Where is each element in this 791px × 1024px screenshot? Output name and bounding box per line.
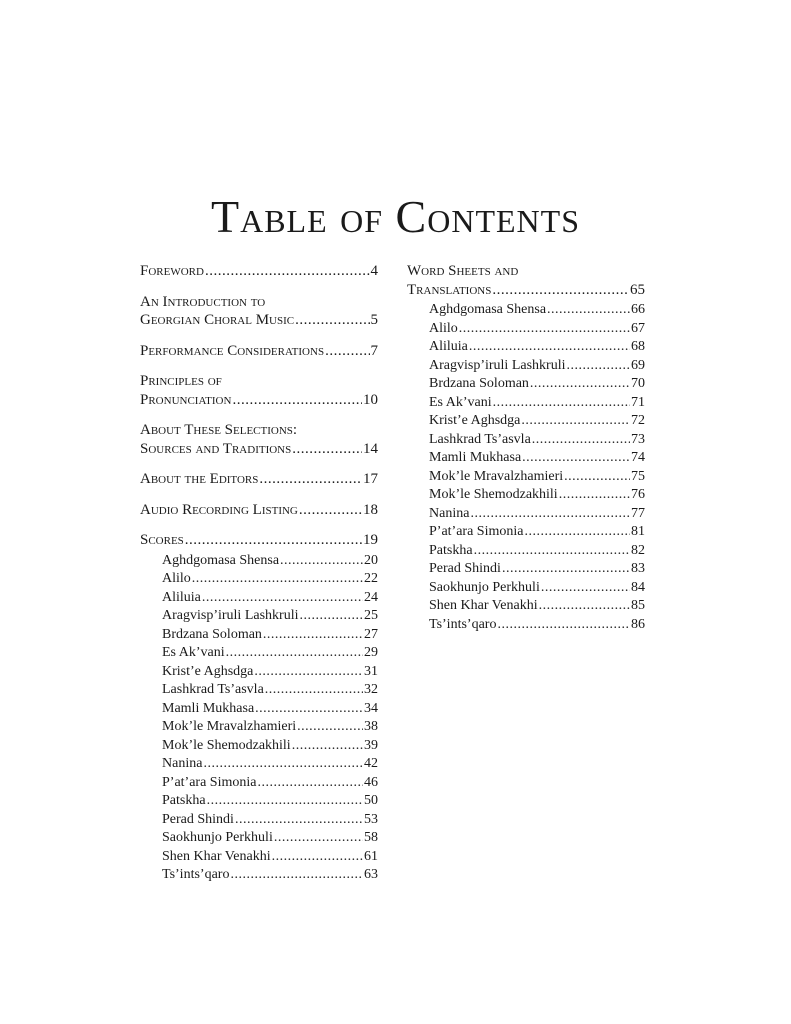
toc-page-number: 75 bbox=[631, 468, 645, 484]
toc-entry-label: Audio Recording Listing bbox=[140, 501, 298, 518]
toc-page-number: 34 bbox=[364, 700, 378, 716]
toc-page-number: 27 bbox=[364, 626, 378, 642]
toc-entry-foreword[interactable] bbox=[140, 262, 378, 281]
toc-subentry-label: Lashkrad Ts’asvla bbox=[162, 682, 264, 697]
dot-leader bbox=[532, 431, 630, 450]
toc-subentry-label: Mamli Mukhasa bbox=[162, 700, 255, 716]
toc-score-item[interactable] bbox=[140, 829, 378, 848]
toc-page-number: 39 bbox=[364, 737, 378, 753]
dot-leader bbox=[207, 792, 363, 811]
toc-word-sheet-item[interactable] bbox=[407, 597, 645, 616]
toc-word-sheet-item[interactable] bbox=[407, 579, 645, 598]
toc-subentry-label: Mamli Mukhasa bbox=[429, 450, 522, 465]
toc-score-item[interactable] bbox=[140, 792, 378, 811]
toc-subentry-label: Aliluia bbox=[162, 589, 201, 605]
toc-page-number: 84 bbox=[631, 579, 645, 595]
dot-leader bbox=[297, 718, 363, 737]
toc-page-number: 68 bbox=[631, 339, 645, 354]
toc-word-sheet-item[interactable] bbox=[407, 486, 645, 505]
dot-leader bbox=[205, 262, 370, 281]
toc-score-item[interactable] bbox=[140, 718, 378, 737]
toc-score-item[interactable] bbox=[140, 848, 378, 867]
dot-leader bbox=[539, 597, 630, 616]
dot-leader bbox=[232, 391, 362, 410]
toc-subentry-label: Saokhunjo Perkhuli bbox=[162, 830, 273, 845]
toc-score-item[interactable] bbox=[140, 755, 378, 774]
toc-entry-editors[interactable] bbox=[140, 470, 378, 489]
dot-leader bbox=[299, 607, 363, 626]
dot-leader bbox=[564, 468, 630, 487]
toc-page-number: 32 bbox=[364, 682, 378, 697]
toc-page-number: 46 bbox=[364, 774, 378, 790]
dot-leader bbox=[566, 357, 630, 376]
dot-leader bbox=[497, 616, 630, 635]
toc-subentry-label: Patskha bbox=[162, 793, 206, 808]
toc-entry-label-line1: An Introduction to bbox=[140, 293, 266, 310]
toc-page-number: 85 bbox=[631, 598, 645, 613]
toc-entry-performance[interactable] bbox=[140, 342, 378, 361]
toc-subentry-label: Mok’le Mravalzhamieri bbox=[429, 468, 564, 484]
toc-page-number: 70 bbox=[631, 376, 645, 391]
toc-entry-label-line2: Georgian Choral Music bbox=[140, 312, 295, 328]
dot-leader bbox=[257, 774, 363, 793]
toc-word-sheet-item[interactable] bbox=[407, 357, 645, 376]
toc-word-sheet-item[interactable] bbox=[407, 505, 645, 524]
scores-sublist bbox=[140, 552, 378, 885]
toc-subentry-label: Aragvisp’iruli Lashkruli bbox=[162, 608, 299, 623]
toc-subentry-label: Aghdgomasa Shensa bbox=[429, 302, 547, 317]
dot-leader bbox=[255, 700, 363, 719]
dot-leader bbox=[259, 470, 362, 489]
toc-entry-label: Scores bbox=[140, 532, 184, 548]
dot-leader bbox=[559, 486, 630, 505]
toc-score-item[interactable] bbox=[140, 644, 378, 663]
toc-subentry-label: Saokhunjo Perkhuli bbox=[429, 579, 540, 595]
toc-page-number: 81 bbox=[631, 524, 645, 539]
toc-word-sheet-item[interactable] bbox=[407, 468, 645, 487]
toc-page-number: 63 bbox=[364, 867, 378, 882]
dot-leader bbox=[547, 301, 630, 320]
dot-leader bbox=[295, 311, 369, 330]
toc-page-number: 67 bbox=[631, 320, 645, 336]
toc-subentry-label: P’at’ara Simonia bbox=[429, 524, 524, 539]
toc-subentry-label: Perad Shindi bbox=[429, 561, 501, 576]
toc-subentry-label: Brdzana Soloman bbox=[162, 626, 262, 642]
toc-page-number: 53 bbox=[364, 811, 378, 827]
toc-word-sheet-item[interactable] bbox=[407, 449, 645, 468]
toc-entry-label: Foreword bbox=[140, 263, 204, 279]
toc-entry-label-line2: Translations bbox=[407, 281, 492, 298]
dot-leader bbox=[524, 523, 630, 542]
toc-entry-label: Performance Considerations bbox=[140, 342, 325, 359]
toc-page-number: 31 bbox=[364, 663, 378, 679]
dot-leader bbox=[299, 501, 362, 520]
toc-entry-label-line1: About These Selections: bbox=[140, 422, 298, 438]
toc-subentry-label: Lashkrad Ts’asvla bbox=[429, 431, 531, 447]
dot-leader bbox=[254, 663, 363, 682]
toc-subentry-label: Shen Khar Venakhi bbox=[162, 848, 271, 864]
toc-word-sheet-item[interactable] bbox=[407, 301, 645, 320]
toc-score-item[interactable] bbox=[140, 570, 378, 589]
toc-page-number: 50 bbox=[364, 793, 378, 808]
toc-word-sheet-item[interactable] bbox=[407, 320, 645, 339]
toc-subentry-label: Nanina bbox=[162, 756, 203, 771]
dot-leader bbox=[521, 412, 630, 431]
toc-page-number: 4 bbox=[370, 263, 378, 279]
toc-score-item[interactable] bbox=[140, 811, 378, 830]
toc-score-item[interactable] bbox=[140, 774, 378, 793]
toc-entry-label-line1: Principles of bbox=[140, 373, 222, 389]
toc-entry-label-line2: Sources and Traditions bbox=[140, 440, 292, 457]
toc-entry-pronunciation[interactable] bbox=[140, 372, 378, 409]
toc-subentry-label: Aghdgomasa Shensa bbox=[162, 552, 280, 568]
toc-subentry-label: Aragvisp’iruli Lashkruli bbox=[429, 357, 566, 373]
toc-page-number: 58 bbox=[364, 830, 378, 845]
toc-word-sheet-item[interactable] bbox=[407, 394, 645, 413]
toc-subentry-label: Patskha bbox=[429, 542, 473, 558]
dot-leader bbox=[469, 338, 630, 357]
toc-subentry-label: Alilo bbox=[162, 571, 191, 586]
toc-page-number: 71 bbox=[631, 394, 645, 410]
toc-word-sheet-item[interactable] bbox=[407, 338, 645, 357]
dot-leader bbox=[325, 342, 369, 361]
toc-word-sheet-item[interactable] bbox=[407, 616, 645, 635]
dot-leader bbox=[474, 542, 630, 561]
dot-leader bbox=[203, 755, 363, 774]
dot-leader bbox=[235, 811, 363, 830]
toc-entry-label-line2: Pronunciation bbox=[140, 391, 232, 408]
toc-entry-audio[interactable] bbox=[140, 501, 378, 520]
toc-subentry-label: Perad Shindi bbox=[162, 811, 234, 827]
toc-word-sheet-item[interactable] bbox=[407, 542, 645, 561]
dot-leader bbox=[192, 570, 363, 589]
toc-entry-label-line1: Word Sheets and bbox=[407, 263, 519, 279]
dot-leader bbox=[280, 552, 363, 571]
toc-page-number: 73 bbox=[631, 431, 645, 447]
toc-page-number: 61 bbox=[364, 848, 378, 864]
toc-subentry-label: P’at’ara Simonia bbox=[162, 774, 257, 790]
toc-score-item[interactable] bbox=[140, 737, 378, 756]
toc-right-column bbox=[407, 262, 645, 646]
toc-score-item[interactable] bbox=[140, 626, 378, 645]
toc-page-number: 20 bbox=[364, 552, 378, 568]
toc-page-number: 72 bbox=[631, 413, 645, 428]
toc-subentry-label: Krist’e Aghsdga bbox=[429, 413, 521, 428]
toc-page-number: 22 bbox=[364, 571, 378, 586]
toc-page-number: 77 bbox=[631, 505, 645, 521]
toc-page-number: 76 bbox=[631, 487, 645, 502]
dot-leader bbox=[185, 531, 362, 550]
toc-page-number: 24 bbox=[364, 589, 378, 605]
toc-score-item[interactable] bbox=[140, 552, 378, 571]
dot-leader bbox=[202, 589, 363, 608]
toc-word-sheet-item[interactable] bbox=[407, 375, 645, 394]
toc-score-item[interactable] bbox=[140, 663, 378, 682]
toc-left-column bbox=[140, 262, 378, 897]
toc-subentry-label: Mok’le Mravalzhamieri bbox=[162, 719, 297, 734]
toc-page-number: 86 bbox=[631, 616, 645, 632]
toc-page-number: 18 bbox=[363, 501, 378, 518]
dot-leader bbox=[541, 579, 630, 598]
toc-page-number: 5 bbox=[370, 312, 378, 328]
toc-subentry-label: Es Ak’vani bbox=[429, 394, 492, 410]
toc-page-number: 29 bbox=[364, 645, 378, 660]
dot-leader bbox=[459, 320, 630, 339]
toc-page-number: 83 bbox=[631, 561, 645, 576]
dot-leader bbox=[292, 440, 362, 459]
dot-leader bbox=[226, 644, 363, 663]
dot-leader bbox=[502, 560, 630, 579]
toc-word-sheet-item[interactable] bbox=[407, 431, 645, 450]
toc-page-number: 14 bbox=[363, 440, 378, 457]
toc-subentry-label: Alilo bbox=[429, 320, 458, 336]
toc-page-number: 25 bbox=[364, 608, 378, 623]
toc-page-number: 17 bbox=[363, 471, 378, 487]
toc-score-item[interactable] bbox=[140, 681, 378, 700]
dot-leader bbox=[522, 449, 630, 468]
toc-page-number: 82 bbox=[631, 542, 645, 558]
toc-word-sheet-item[interactable] bbox=[407, 523, 645, 542]
toc-subentry-label: Nanina bbox=[429, 505, 470, 521]
page-title: Table of Contents bbox=[211, 191, 580, 242]
toc-score-item[interactable] bbox=[140, 700, 378, 719]
toc-page-number: 69 bbox=[631, 357, 645, 373]
toc-score-item[interactable] bbox=[140, 589, 378, 608]
toc-subentry-label: Mok’le Shemodzakhili bbox=[429, 487, 558, 502]
dot-leader bbox=[530, 375, 630, 394]
toc-page-number: 19 bbox=[363, 532, 378, 548]
word-sheets-sublist bbox=[407, 301, 645, 634]
toc-subentry-label: Aliluia bbox=[429, 339, 468, 354]
toc-entry-selections[interactable] bbox=[140, 421, 378, 458]
toc-page-number: 7 bbox=[370, 342, 378, 359]
dot-leader bbox=[493, 394, 630, 413]
toc-page-number: 10 bbox=[363, 391, 378, 408]
toc-subentry-label: Brdzana Soloman bbox=[429, 376, 529, 391]
toc-entry-scores[interactable] bbox=[140, 531, 378, 885]
dot-leader bbox=[470, 505, 630, 524]
dot-leader bbox=[492, 281, 629, 300]
toc-page-number: 66 bbox=[631, 302, 645, 317]
toc-entry-label: About the Editors bbox=[140, 471, 259, 487]
toc-subentry-label: Mok’le Shemodzakhili bbox=[162, 737, 291, 753]
toc-page-number: 38 bbox=[364, 719, 378, 734]
toc-word-sheet-item[interactable] bbox=[407, 560, 645, 579]
toc-subentry-label: Shen Khar Venakhi bbox=[429, 598, 538, 613]
dot-leader bbox=[265, 681, 363, 700]
dot-leader bbox=[272, 848, 363, 867]
toc-page-number: 42 bbox=[364, 756, 378, 771]
dot-leader bbox=[274, 829, 363, 848]
toc-subentry-label: Ts’ints’qaro bbox=[429, 616, 497, 632]
toc-entry-word-sheets[interactable] bbox=[407, 262, 645, 634]
dot-leader bbox=[263, 626, 363, 645]
toc-entry-introduction[interactable] bbox=[140, 293, 378, 330]
toc-page-number: 65 bbox=[630, 281, 645, 298]
dot-leader bbox=[230, 866, 363, 885]
toc-page-number: 74 bbox=[631, 450, 645, 465]
dot-leader bbox=[292, 737, 363, 756]
toc-subentry-label: Ts’ints’qaro bbox=[162, 867, 230, 882]
toc-score-item[interactable] bbox=[140, 866, 378, 885]
toc-score-item[interactable] bbox=[140, 607, 378, 626]
toc-subentry-label: Es Ak’vani bbox=[162, 645, 225, 660]
toc-subentry-label: Krist’e Aghsdga bbox=[162, 663, 254, 679]
toc-word-sheet-item[interactable] bbox=[407, 412, 645, 431]
